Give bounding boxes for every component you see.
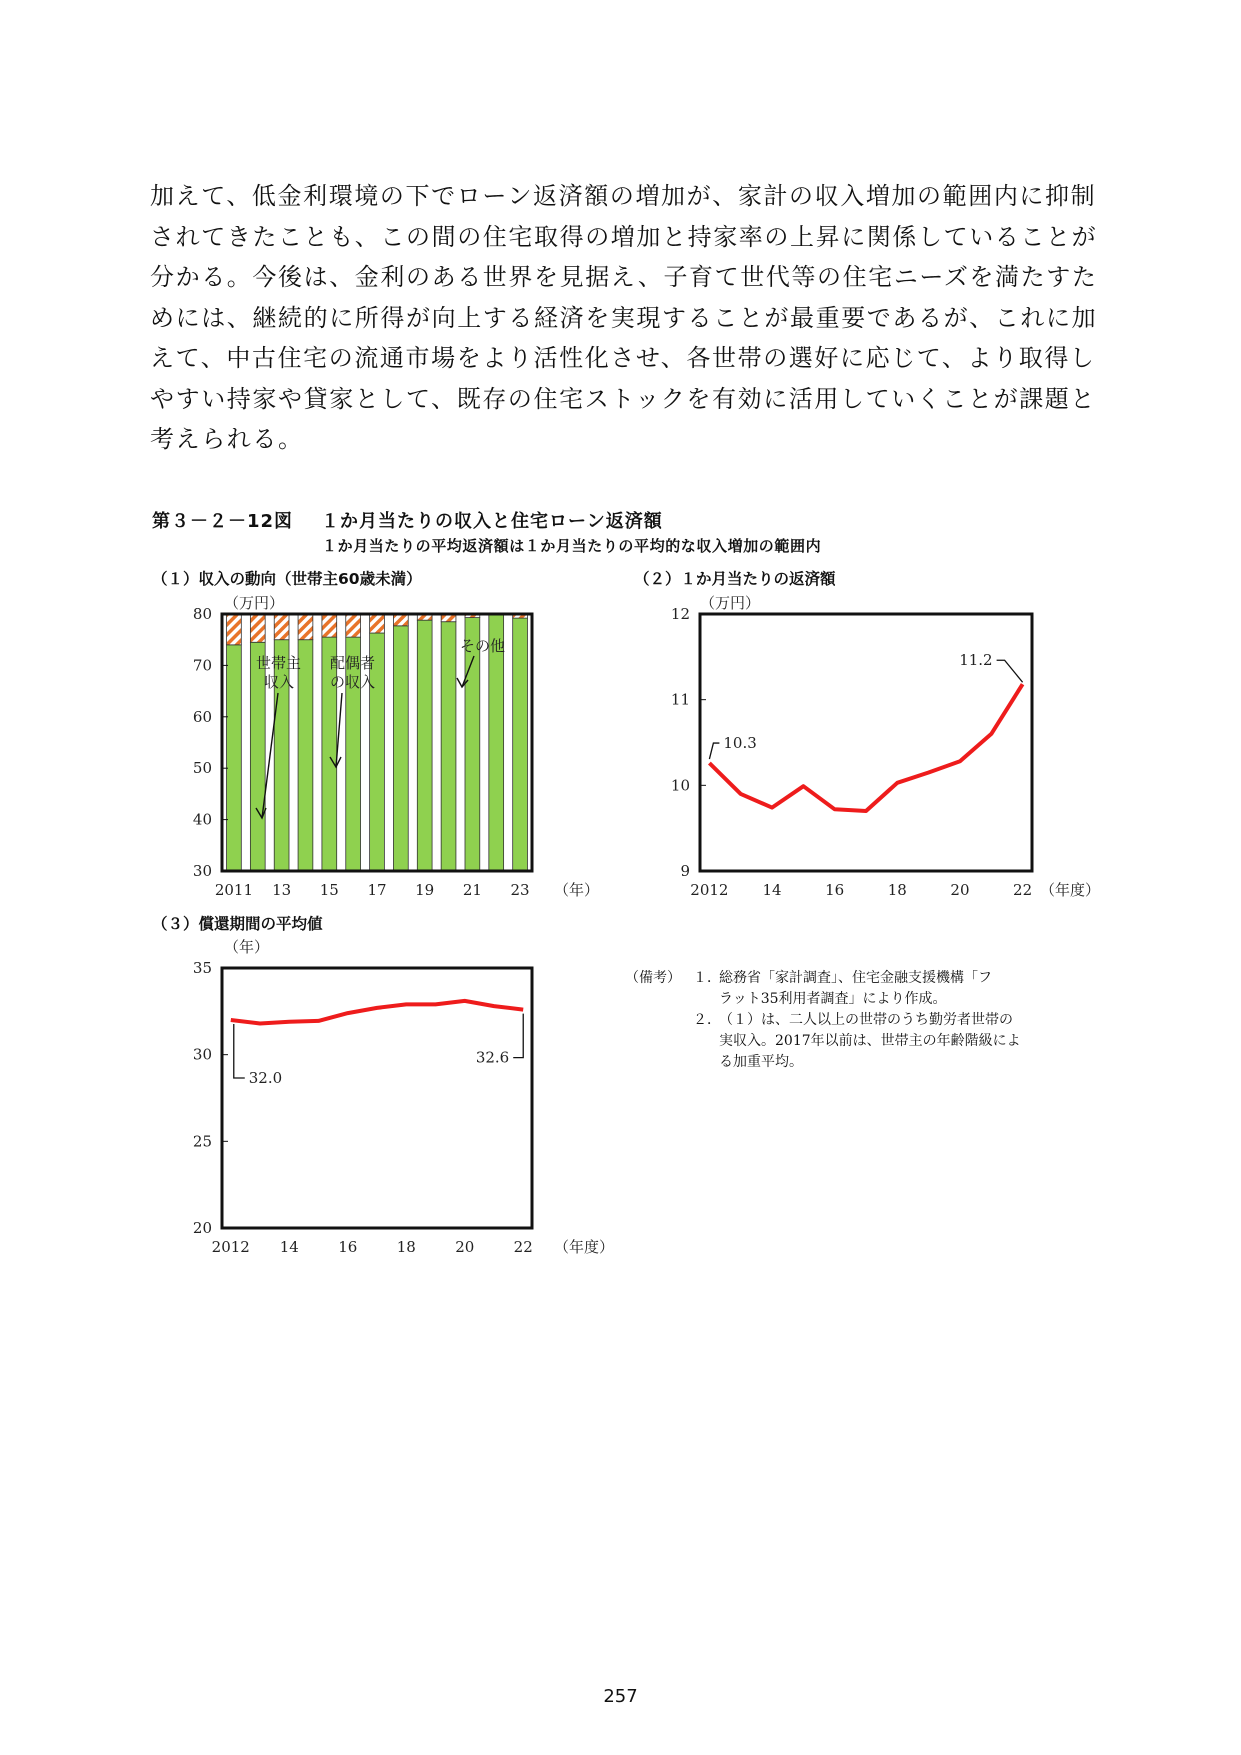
body-line: めには、継続的に所得が向上する経済を実現することが最重要であるが、これに加 <box>150 303 1098 332</box>
bar-head-income <box>513 618 528 871</box>
y-tick-label: 70 <box>192 656 212 675</box>
bar-spouse-income <box>322 614 337 637</box>
x-tick-label: 21 <box>462 881 482 899</box>
panel1-title: （１）収入の動向（世帯主60歳未満） <box>152 570 422 588</box>
data-label-leader <box>997 660 1023 682</box>
bar-spouse-income <box>274 614 289 640</box>
x-tick-label: 15 <box>319 881 339 899</box>
note-item <box>625 1010 1095 1073</box>
bar-spouse-income <box>227 614 242 645</box>
svg-text:収入: 収入 <box>264 673 295 691</box>
x-tick-label: 13 <box>272 881 292 899</box>
y-unit-label: （万円） <box>224 594 285 612</box>
data-label-leader <box>513 1014 523 1058</box>
bar-head-income <box>441 622 456 871</box>
data-label-leader <box>709 743 719 759</box>
x-unit-label: （年） <box>554 881 600 899</box>
x-tick-label: 16 <box>825 881 845 899</box>
notes <box>625 968 1095 1073</box>
bar-spouse-income <box>250 614 265 642</box>
bar-head-income <box>465 618 480 871</box>
figure-title <box>152 507 663 533</box>
x-tick-label: 16 <box>338 1238 358 1256</box>
bar-head-income <box>417 620 432 871</box>
x-tick-label: 18 <box>396 1238 416 1256</box>
x-tick-label: 14 <box>279 1238 299 1256</box>
note-line: 実収入。2017年以前は、世帯主の年齢階級によ <box>719 1033 1021 1049</box>
x-tick-label: 17 <box>367 881 387 899</box>
body-paragraph <box>150 176 1098 460</box>
bar-spouse-income <box>298 614 313 640</box>
y-tick-label: 11 <box>670 690 690 709</box>
y-tick-label: 30 <box>192 862 212 880</box>
x-tick-label: 23 <box>510 881 530 899</box>
x-tick-label: 20 <box>455 1238 475 1256</box>
y-tick-label: 80 <box>192 605 212 623</box>
bar-spouse-income <box>393 614 408 626</box>
svg-text:世帯主: 世帯主 <box>256 654 302 672</box>
notes-head: （備考） <box>625 970 681 986</box>
x-tick-label: 14 <box>762 881 782 899</box>
x-tick-label: 22 <box>1013 881 1033 899</box>
data-label-last: 32.6 <box>475 1048 510 1067</box>
y-tick-label: 30 <box>192 1045 212 1064</box>
note-number: ２． <box>693 1012 721 1028</box>
y-tick-label: 50 <box>192 759 212 778</box>
x-tick-label: 22 <box>513 1238 533 1256</box>
y-tick-label: 20 <box>192 1219 212 1237</box>
x-tick-label: 18 <box>887 881 907 899</box>
figure-title-text: １か月当たりの収入と住宅ローン返済額 <box>321 511 663 532</box>
note-line: （１）は、二人以上の世帯のうち勤労者世帯の <box>719 1012 1013 1028</box>
y-unit-label: （年） <box>224 938 270 956</box>
note-number: １． <box>693 970 721 986</box>
svg-text:その他: その他 <box>460 637 506 655</box>
body-line: えて、中古住宅の流通市場をより活性化させ、各世帯の選好に応じて、より取得し <box>150 344 1096 372</box>
data-label-last: 11.2 <box>959 651 993 670</box>
note-line: る加重平均。 <box>719 1054 803 1070</box>
bar-spouse-income <box>346 614 361 637</box>
body-line: 考えられる。 <box>150 425 304 453</box>
data-label-first: 10.3 <box>723 734 757 753</box>
y-tick-label: 25 <box>192 1132 212 1151</box>
x-tick-label: 20 <box>950 881 970 899</box>
x-tick-label: 19 <box>415 881 435 899</box>
panel2-title: （２）１か月当たりの返済額 <box>634 570 836 588</box>
svg-text:配偶者: 配偶者 <box>330 654 376 672</box>
x-unit-label: （年度） <box>1040 881 1101 899</box>
panel3-title: （３）償還期間の平均値 <box>152 915 323 933</box>
bar-head-income <box>393 626 408 871</box>
note-item <box>625 968 1095 1010</box>
y-tick-label: 40 <box>192 810 212 829</box>
x-tick-label: 2012 <box>690 881 729 899</box>
bar-head-income <box>227 645 242 871</box>
body-line: 加えて、低金利環境の下でローン返済額の増加が、家計の収入増加の範囲内に抑制 <box>150 182 1097 210</box>
y-tick-label: 35 <box>192 959 212 977</box>
y-tick-label: 60 <box>192 707 212 726</box>
x-tick-label: 2011 <box>214 881 254 899</box>
bar-head-income <box>298 640 313 871</box>
figure-subtitle: １か月当たりの平均返済額は１か月当たりの平均的な収入増加の範囲内 <box>322 537 822 555</box>
repayment-period-line-chart <box>180 934 620 1254</box>
y-tick-label: 10 <box>670 776 690 795</box>
repayment-line-chart <box>660 590 1100 910</box>
data-label-leader <box>234 1024 245 1078</box>
x-unit-label: （年度） <box>554 1238 615 1256</box>
body-line: やすい持家や貸家として、既存の住宅ストックを有効に活用していくことが課題と <box>150 384 1096 413</box>
y-tick-label: 9 <box>680 862 690 880</box>
y-unit-label: （万円） <box>700 594 761 612</box>
y-tick-label: 12 <box>670 605 690 623</box>
bar-spouse-income <box>370 614 385 633</box>
body-line: されてきたことも、この間の住宅取得の増加と持家率の上昇に関係していることが <box>150 222 1098 251</box>
income-bar-chart <box>180 590 620 910</box>
page-number: 257 <box>603 1686 638 1707</box>
svg-text:の収入: の収入 <box>330 673 376 691</box>
bar-head-income <box>250 642 265 871</box>
data-label-first: 32.0 <box>248 1069 283 1087</box>
body-line: 分かる。今後は、金利のある世界を見据え、子育て世代等の住宅ニーズを満たすた <box>150 263 1098 291</box>
x-tick-label: 2012 <box>211 1238 250 1256</box>
note-line: ラット35利用者調査」により作成。 <box>719 991 947 1007</box>
figure-number: 第３－２－12図 <box>152 511 294 532</box>
note-line: 総務省「家計調査」、住宅金融支援機構「フ <box>719 970 992 986</box>
series-line <box>231 1001 523 1024</box>
